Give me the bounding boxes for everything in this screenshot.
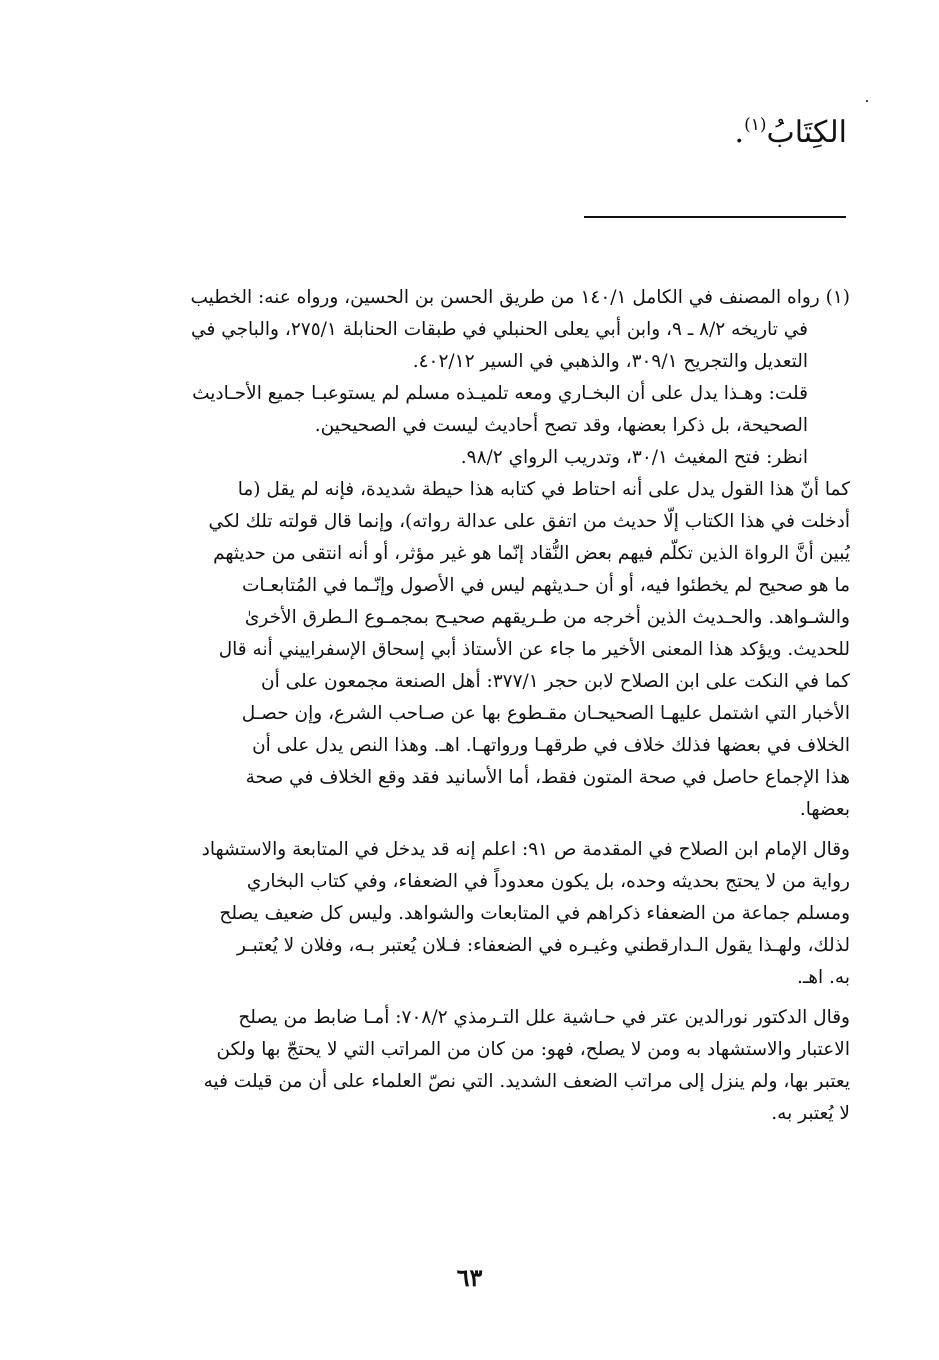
footnote-line: بعضها. xyxy=(799,799,850,820)
footnote-line: وقال الإمام ابن الصلاح في المقدمة ص ٩١: اعلم إنه قد يدخل في المتابعة والاستشهاد xyxy=(201,839,850,860)
heading-trailing: . xyxy=(734,115,745,150)
footnote-line: كما أنّ هذا القول يدل على أنه احتاط في كتابه هذا حيطة شديدة، فإنه لم يقل (ما xyxy=(237,479,850,500)
footnote-line: الأخبار التي اشتمل عليهـا الصحيحـان مقـطوع بها عن صـاحب الشرع، وإن حصـل xyxy=(241,703,850,724)
footnote-line: الخلاف في بعضها فذلك خلاف في طرقهـا ورواتهـا. اهـ. وهذا النص يدل على أن xyxy=(252,735,850,756)
margin-mark xyxy=(866,100,868,102)
footnote-line: الصحيحة، بل ذكرا بعضها، وقد تصح أحاديث ليست في الصحيحين. xyxy=(314,415,808,436)
footnote-reference: (١) xyxy=(744,115,767,135)
footnote-line: يعتبر بها، ولم ينزل إلى مراتب الضعف الشديد. التي نصّ العلماء على أن من قيلت فيه xyxy=(203,1071,850,1092)
footnote-line: لا يُعتبر به. xyxy=(771,1103,850,1124)
footnote-line: التعديل والتجريح ٣٠٩/١، والذهبي في السير ٤٠٢/١٢. xyxy=(412,351,808,372)
footnote-line: كما في النكت على ابن الصلاح لابن حجر ٣٧٧/١: أهل الصنعة مجمعون على أن xyxy=(260,671,850,692)
main-text-line xyxy=(735,100,847,158)
footnote-line: رواية من لا يحتج بحديثه وحده، بل يكون معدوداً في الضعفاء، وفي كتاب البخاري xyxy=(246,871,850,892)
footnote-line: ومسلم جماعة من الضعفاء ذكراهم في المتابعات والشواهد. وليس كل ضعيف يصلح xyxy=(219,903,850,924)
footnote-line: ما هو صحيح لم يخطئوا فيه، أو أن حـديثهم ليس في الأصول وإنّـما في المُتابعـات xyxy=(241,575,850,596)
footnote-line: هذا الإجماع حاصل في صحة المتون فقط، أما الأسانيد فقد وقع الخلاف في صحة xyxy=(245,767,850,788)
footnote-line: الاعتبار والاستشهاد به ومن لا يصلح، فهو: من كان من المراتب التي لا يحتجّ بها ولكن xyxy=(216,1039,850,1060)
footnote-block xyxy=(104,282,850,1130)
footnote-line: في تاريخه ٨/٢ ـ ٩، وابن أبي يعلى الحنبلي في طبقات الحنابلة ٢٧٥/١، والباجي في xyxy=(191,319,808,340)
footnote-line: لذلك، ولهـذا يقول الـدارقطني وغيـره في الضعفاء: فـلان يُعتبر بـه، وفلان لا يُعتبـر xyxy=(236,935,850,956)
footnote-line: يُبين أنَّ الرواة الذين تكلّم فيهم بعض النُّقاد إنّما هو غير مؤثر، أو أنه انتقى من حديثهم xyxy=(213,543,850,564)
footnote-line: أدخلت في هذا الكتاب إلّا حديث من اتفق على عدالة رواته)، وإنما قال قولته تلك لكي xyxy=(208,511,850,532)
footnote-line: وقال الدكتور نورالدين عتر في حـاشية علل التـرمذي ٧٠٨/٢: أمـا ضابط من يصلح xyxy=(238,1007,850,1028)
footnote-separator xyxy=(584,216,846,218)
page-number: ٦٣ xyxy=(456,1263,483,1292)
footnote-line: والشـواهد. والحـديث الذين أخرجه من طـريقهم صحيـح بمجمـوع الـطرق الأخرىٰ xyxy=(244,607,850,628)
footnote-line: قلت: وهـذا يدل على أن البخـاري ومعه تلميـذه مسلم لم يستوعبـا جميع الأحـاديث xyxy=(192,383,808,404)
heading-word: الكِتَابُ xyxy=(766,115,847,150)
footnote-line: انظر: فتح المغيث ٣٠/١، وتدريب الرواي ٩٨/٢. xyxy=(460,447,808,468)
footnote-line: للحديث. ويؤكد هذا المعنى الأخير ما جاء عن الأستاذ أبي إسحاق الإسفراييني أنه قال xyxy=(218,639,850,660)
footnote-line: به. اهـ. xyxy=(796,967,850,988)
footnote-line: (١) رواه المصنف في الكامل ١٤٠/١ من طريق الحسن بن الحسين، ورواه عنه: الخطيب xyxy=(190,287,850,308)
